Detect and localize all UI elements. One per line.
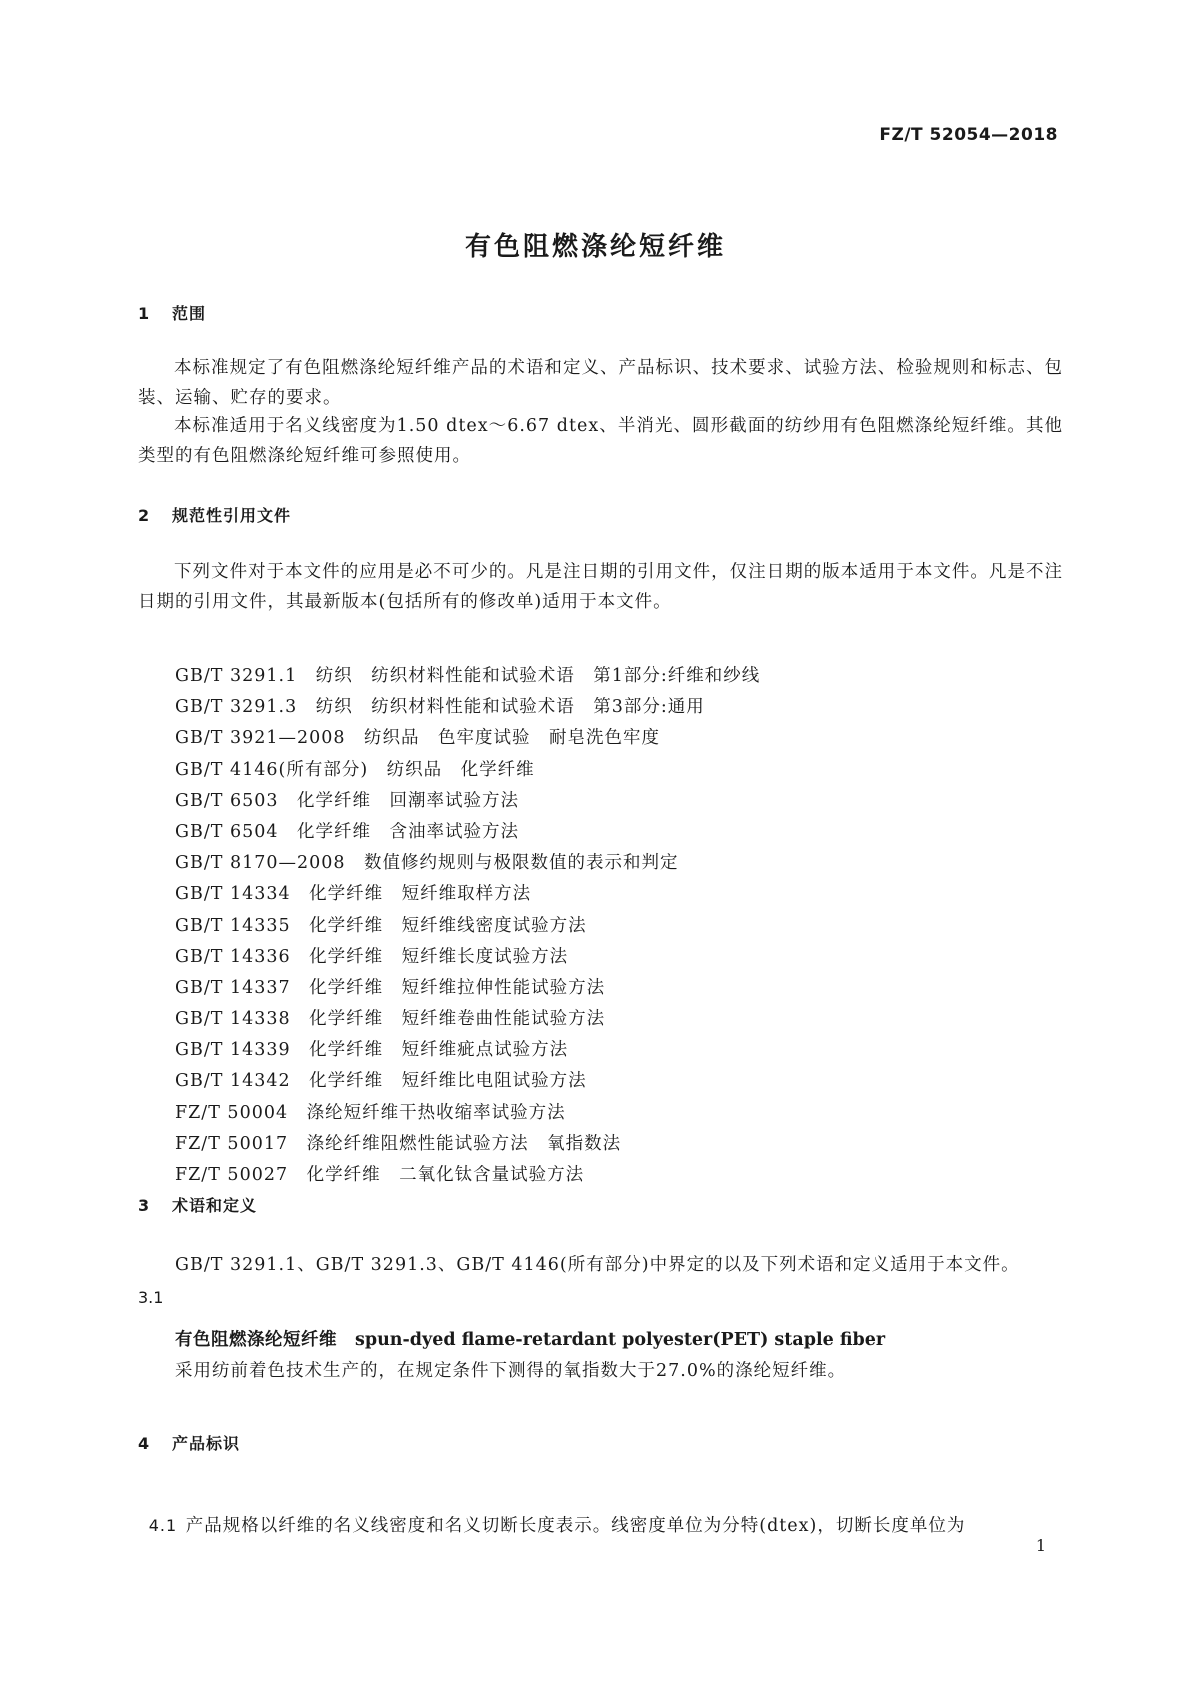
term-chinese: 有色阻燃涤纶短纤维 [175,1330,337,1350]
reference-item: GB/T 14338 化学纤维 短纤维卷曲性能试验方法 [175,1009,606,1030]
reference-item: GB/T 4146(所有部分) 纺织品 化学纤维 [175,759,535,780]
clause-text: 产品规格以纤维的名义线密度和名义切断长度表示。线密度单位为分特(dtex)，切断长度单位为 [185,1516,966,1536]
reference-item: GB/T 14339 化学纤维 短纤维疵点试验方法 [175,1040,569,1061]
reference-item: FZ/T 50017 涤纶纤维阻燃性能试验方法 氧指数法 [175,1133,622,1154]
reference-item: FZ/T 50027 化学纤维 二氧化钛含量试验方法 [175,1165,585,1185]
terms-intro: GB/T 3291.1、GB/T 3291.3、GB/T 4146(所有部分)中界定的以及下列术语和定义适用于本文件。 [175,1255,1020,1275]
section-1-heading [138,301,206,324]
term-english: spun-dyed flame-retardant polyester(PET) staple fiber [355,1330,886,1350]
page-number: 1 [1035,1536,1046,1555]
reference-item: GB/T 3921—2008 纺织品 色牢度试验 耐皂洗色牢度 [175,728,661,749]
reference-item: GB/T 14342 化学纤维 短纤维比电阻试验方法 [175,1071,587,1092]
clause-number: 4.1 [148,1516,178,1535]
section-number: 2 [138,506,151,525]
term-definition: 采用纺前着色技术生产的，在规定条件下测得的氧指数大于27.0%的涤纶短纤维。 [175,1361,847,1381]
reference-item: FZ/T 50004 涤纶短纤维干热收缩率试验方法 [175,1102,566,1123]
reference-item: GB/T 14334 化学纤维 短纤维取样方法 [175,884,532,905]
reference-item: GB/T 6504 化学纤维 含油率试验方法 [175,821,520,842]
section-number: 4 [138,1434,151,1453]
reference-item: GB/T 3291.1 纺织 纺织材料性能和试验术语 第1部分:纤维和纱线 [175,666,761,686]
section-number: 1 [138,304,151,323]
normative-references-intro: 下列文件对于本文件的应用是必不可少的。凡是注日期的引用文件，仅注日期的版本适用于本文件。凡是不注日期的引用文件，其最新版本(包括所有的修改单)适用于本文件。 [138,562,1063,612]
section-number: 3 [138,1196,151,1215]
reference-item: GB/T 8170—2008 数值修约规则与极限数值的表示和判定 [175,853,679,874]
section-4-heading [138,1431,240,1454]
term-entry [175,1326,885,1351]
reference-item: GB/T 14336 化学纤维 短纤维长度试验方法 [175,946,569,967]
section-title: 规范性引用文件 [172,506,292,525]
reference-list [175,661,760,1191]
section-2-heading [138,503,291,526]
reference-item: GB/T 6503 化学纤维 回潮率试验方法 [175,790,520,811]
clause-4-1 [138,1491,1063,1537]
section-title: 术语和定义 [172,1196,258,1215]
reference-item: GB/T 14335 化学纤维 短纤维线密度试验方法 [175,915,587,936]
scope-paragraph-1: 本标准规定了有色阻燃涤纶短纤维产品的术语和定义、产品标识、技术要求、试验方法、检验规则和标志、包装、运输、贮存的要求。 [138,358,1063,408]
section-title: 产品标识 [172,1434,241,1453]
reference-item: GB/T 14337 化学纤维 短纤维拉伸性能试验方法 [175,977,606,998]
reference-item: GB/T 3291.3 纺织 纺织材料性能和试验术语 第3部分:通用 [175,697,705,718]
document-title: 有色阻燃涤纶短纤维 [464,232,726,262]
section-3-heading [138,1193,257,1216]
scope-paragraph-2: 本标准适用于名义线密度为1.50 dtex～6.67 dtex、半消光、圆形截面的纺纱用有色阻燃涤纶短纤维。其他类型的有色阻燃涤纶短纤维可参照使用。 [138,416,1063,466]
clause-number: 3.1 [138,1288,164,1307]
standard-number: FZ/T 52054—2018 [879,125,1058,145]
section-title: 范围 [172,304,207,323]
